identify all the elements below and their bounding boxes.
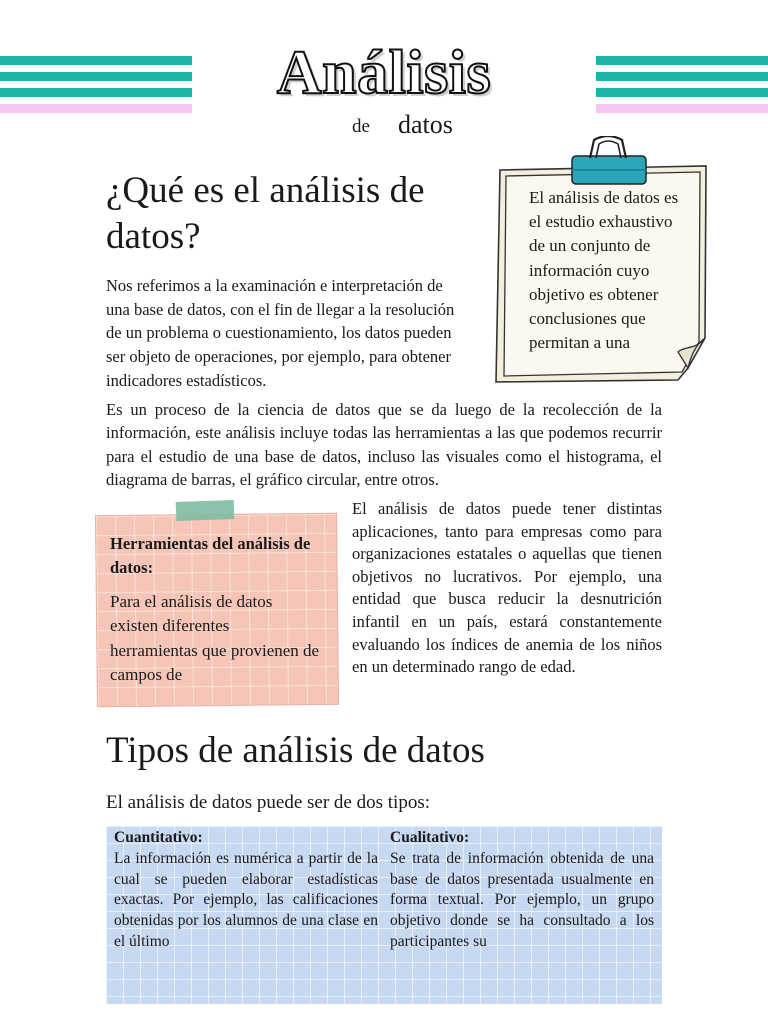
process-paragraph: Es un proceso de la ciencia de datos que se da luego de la recolección de la información, este análisis incluye todas las herramientas a las que podemos recurrir para el estudio de una base de datos, incluso las visuales como el histograma, el diagrama de barras, el gráfico circular, entre otros. [106, 400, 662, 490]
qualitative-body: Se trata de información obtenida de una base de datos presentada usualmente en forma textual. Por ejemplo, un grupo objetivo donde se ha consultado a los participantes su [390, 849, 654, 950]
page-title: Análisis [276, 39, 492, 107]
quantitative-body: La información es numérica a partir de la cual se pueden elaborar estadísticas exactas. Por ejemplo, las calificaciones obtenidas por los alumnos de una clase en el último [114, 849, 378, 950]
applications-paragraph: El análisis de datos puede tener distintas aplicaciones, tanto para empresas como para organizaciones estatales o aquellas que tienen objetivos no lucrativos. Por ejemplo, una entidad que busca reducir la desnutrición infantil en un país, estará constantemente evaluando los índices de anemia de los niños en un determinado rango de edad. [352, 499, 662, 677]
tools-card-title: Herramientas del análisis de datos: [110, 534, 311, 577]
section-heading-types: Tipos de análisis de datos [106, 730, 485, 771]
quantitative-column [114, 828, 378, 952]
subtitle-large: datos [398, 110, 453, 139]
qualitative-column [390, 828, 654, 952]
types-intro: El análisis de datos puede ser de dos tipos: [106, 792, 430, 813]
tape-decoration [176, 500, 235, 521]
note-text: El análisis de datos es el estudio exhaustivo de un conjunto de información cuyo objetivo es obtener conclusiones que permitan a una [529, 188, 679, 353]
section-heading-what: ¿Qué es el análisis de datos? [106, 170, 425, 257]
subtitle-small: de [352, 116, 370, 137]
tools-card-body: Para el análisis de datos existen diferentes herramientas que provienen de campos de [110, 592, 320, 684]
qualitative-title: Cualitativo: [390, 829, 470, 846]
paper-clip-icon [566, 136, 652, 192]
quantitative-title: Cuantitativo: [114, 829, 203, 846]
intro-paragraph: Nos referimos a la examinación e interpretación de una base de datos, con el fin de llegar a la resolución de un problema o cuestionamiento, los datos pueden ser objeto de operaciones, por ejemplo, para obtener indicadores estadísticos. [106, 276, 455, 390]
